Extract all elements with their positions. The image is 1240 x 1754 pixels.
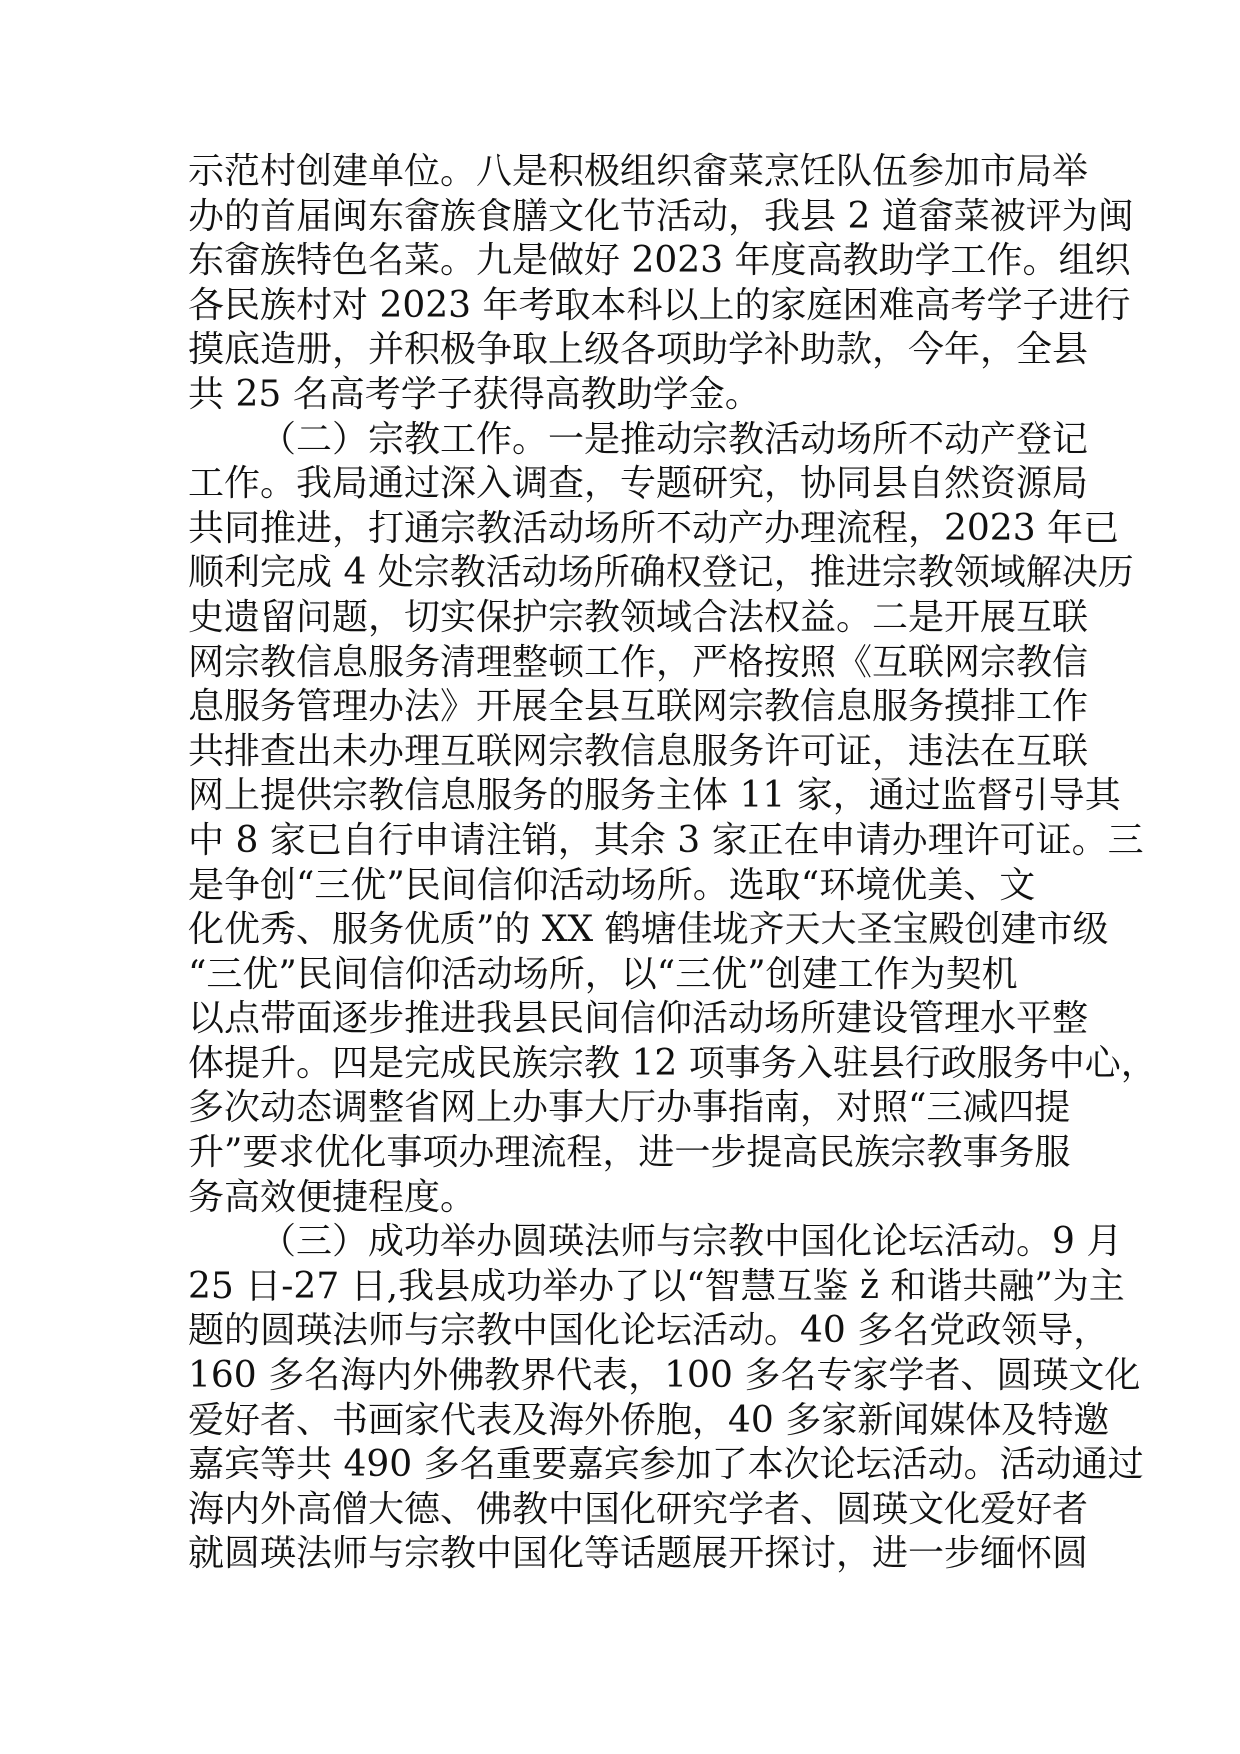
text-line: 工作。我局通过深入调查，专题研究，协同县自然资源局 bbox=[188, 463, 1089, 505]
text-line: 共排查出未办理互联网宗教信息服务许可证，违法在互联 bbox=[188, 730, 1089, 772]
text-line: 共同推进，打通宗教活动场所不动产办理流程，2023 年已 bbox=[188, 507, 1120, 549]
text-line: 顺利完成 4 处宗教活动场所确权登记，推进宗教领域解决历 bbox=[188, 552, 1134, 594]
text-line: 就圆瑛法师与宗教中国化等话题展开探讨，进一步缅怀圆 bbox=[188, 1533, 1089, 1575]
text-line: 25 日-27 日,我县成功举办了以“智慧互鉴 ž 和谐共融”为主 bbox=[188, 1265, 1125, 1307]
text-line: 网宗教信息服务清理整顿工作，严格按照《互联网宗教信 bbox=[188, 641, 1089, 683]
text-line: 网上提供宗教信息服务的服务主体 11 家，通过监督引导其 bbox=[188, 775, 1121, 817]
text-line: 示范村创建单位。八是积极组织畲菜烹饪队伍参加市局举 bbox=[188, 151, 1089, 192]
text-line: “三优”民间信仰活动场所，以“三优”创建工作为契机 bbox=[188, 953, 1018, 995]
text-line: 是争创“三优”民间信仰活动场所。选取“环境优美、文 bbox=[188, 864, 1036, 906]
text-line: 各民族村对 2023 年考取本科以上的家庭困难高考学子进行 bbox=[188, 284, 1131, 326]
text-line: 办的首届闽东畲族食膳文化节活动，我县 2 道畲菜被评为闽 bbox=[188, 195, 1134, 237]
text-line: 息服务管理办法》开展全县互联网宗教信息服务摸排工作 bbox=[188, 686, 1089, 728]
text-line: 多次动态调整省网上办事大厅办事指南，对照“三减四提 bbox=[188, 1087, 1071, 1129]
text-line: 以点带面逐步推进我县民间信仰活动场所建设管理水平整 bbox=[188, 998, 1089, 1040]
text-line: 嘉宾等共 490 多名重要嘉宾参加了本次论坛活动。活动通过 bbox=[188, 1444, 1144, 1486]
text-line: 题的圆瑛法师与宗教中国化论坛活动。40 多名党政领导， bbox=[188, 1310, 1110, 1352]
text-line: 务高效便捷程度。 bbox=[188, 1176, 477, 1218]
text-line: 爱好者、书画家代表及海外侨胞，40 多家新闻媒体及特邀 bbox=[188, 1399, 1110, 1441]
text-line: 东畲族特色名菜。九是做好 2023 年度高教助学工作。组织 bbox=[188, 240, 1131, 282]
text-line: 体提升。四是完成民族宗教 12 项事务入驻县行政服务中心， bbox=[188, 1042, 1157, 1084]
text-line: 摸底造册，并积极争取上级各项助学补助款，今年，全县 bbox=[188, 329, 1089, 371]
text-line: 海内外高僧大德、佛教中国化研究学者、圆瑛文化爱好者 bbox=[188, 1488, 1089, 1530]
document-body bbox=[188, 150, 1157, 1577]
text-line: 共 25 名高考学子获得高教助学金。 bbox=[188, 373, 761, 415]
text-line: 史遗留问题，切实保护宗教领域合法权益。二是开展互联 bbox=[188, 596, 1089, 638]
section-heading-religion: （二）宗教工作。一是推动宗教活动场所不动产登记 bbox=[260, 418, 1089, 460]
text-line: 160 多名海内外佛教界代表，100 多名专家学者、圆瑛文化 bbox=[188, 1355, 1141, 1397]
section-heading-forum: （三）成功举办圆瑛法师与宗教中国化论坛活动。9 月 bbox=[260, 1221, 1123, 1263]
text-line: 升”要求优化事项办理流程，进一步提高民族宗教事务服 bbox=[188, 1132, 1071, 1174]
text-line: 化优秀、服务优质”的 XX 鹤塘佳垅齐天大圣宝殿创建市级 bbox=[188, 909, 1109, 951]
text-line: 中 8 家已自行申请注销，其余 3 家正在申请办理许可证。三 bbox=[188, 819, 1144, 861]
